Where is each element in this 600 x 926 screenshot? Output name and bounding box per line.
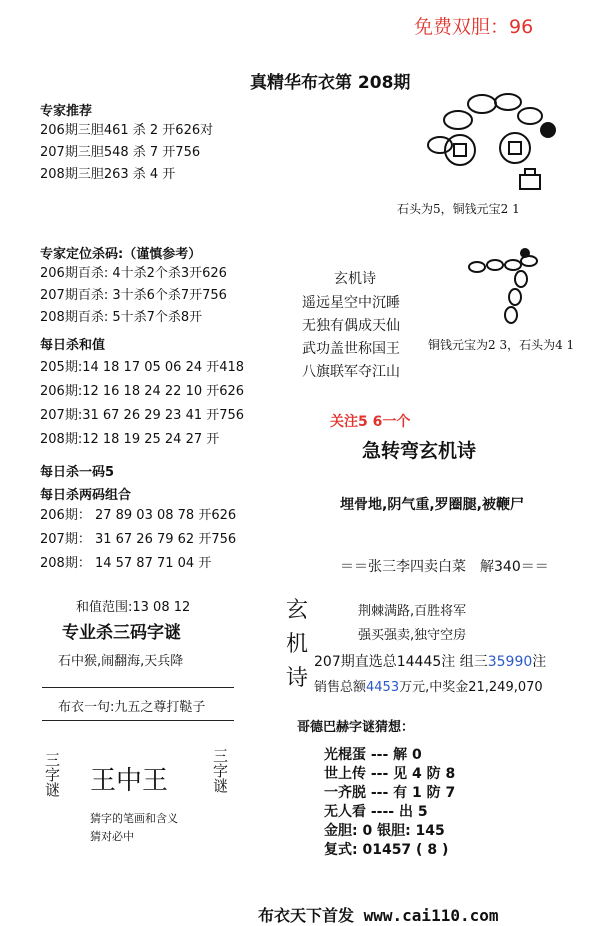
list-item: 206期三胆461 杀 2 开626对 (40, 123, 214, 138)
list-item: 世上传 --- 见 4 防 8 (324, 766, 456, 782)
buyi-sentence: 布衣一句:九五之尊打鞑子 (58, 700, 206, 715)
turn-poem-text: 埋骨地,阴气重,罗圈腿,被鞭尸 (340, 497, 524, 513)
divider (42, 720, 234, 721)
footer-site: 布衣天下首发 www.cai110.com (258, 906, 499, 925)
page-title: 真精华布衣第 208期 (250, 73, 411, 93)
expert-heading: 专家推荐 (40, 104, 93, 119)
goldbach-heading: 哥德巴赫字谜猜想： (297, 720, 415, 735)
list-item: 207期百杀: 3十杀6个杀7开756 (40, 288, 227, 303)
list-item: 无人看 ---- 出 5 (324, 804, 428, 820)
list-item: 206期： 27 89 03 08 78 开626 (40, 508, 237, 523)
ingot-seven-illustration (465, 245, 585, 335)
poem-line: 武功盖世称国王 (302, 341, 400, 357)
riddle-note-1: 猜字的笔画和含义 (90, 812, 178, 825)
list-item: 荆棘满路,百胜将军 (358, 604, 467, 619)
coin-necklace-illustration (420, 90, 570, 200)
xuanji-vertical-label: 玄 机 诗 (286, 598, 309, 691)
riddle-left-label: 三字谜 (43, 752, 61, 797)
turn-poem-title: 急转弯玄机诗 (362, 440, 477, 462)
list-item: 强买强卖,独守空房 (358, 628, 467, 643)
xuanji-poem-heading: 玄机诗 (334, 271, 376, 287)
xuanji-lines (358, 600, 466, 648)
stats-line-1: 207期直选总14445注 组三35990注 (314, 654, 547, 670)
list-item: 208期百杀: 5十杀7个杀8开 (40, 310, 203, 325)
daily-kill-two-list (40, 504, 236, 576)
sum-range: 和值范围:13 08 12 (76, 600, 191, 615)
list-item: 金胆: 0 银胆: 145 (324, 823, 445, 839)
poem-line: 无独有偶成天仙 (302, 318, 400, 334)
list-item: 208期三胆263 杀 4 开 (40, 167, 176, 182)
riddle-answer: 王中王 (90, 766, 169, 796)
expert-list (40, 120, 213, 186)
riddle-note-2: 猜对必中 (90, 830, 134, 843)
poem-line: 遥远星空中沉睡 (302, 295, 400, 311)
daily-sum-heading: 每日杀和值 (40, 338, 106, 353)
list-item: 207期： 31 67 26 79 62 开756 (40, 532, 237, 547)
goldbach-list (324, 746, 455, 860)
position-kill-list (40, 263, 227, 329)
poem-line: 八旗联军夺江山 (302, 364, 400, 380)
pro-kill-title: 专业杀三码字谜 (62, 623, 181, 643)
illustration-caption-mid: 铜钱元宝为2 3，石头为4 1 (428, 338, 575, 352)
list-item: 206期:12 16 18 24 22 10 开626 (40, 384, 245, 399)
list-item: 一齐脱 --- 有 1 防 7 (324, 785, 456, 801)
list-item: 208期:12 18 19 25 24 27 开 (40, 432, 220, 447)
position-kill-heading: 专家定位杀码:（谨慎参考） (40, 247, 202, 262)
pro-kill-text: 石中猴,闹翻海,天兵降 (58, 654, 184, 669)
divider (42, 687, 234, 688)
list-item: 206期百杀: 4十杀2个杀3开626 (40, 266, 227, 281)
daily-kill-two-heading: 每日杀两码组合 (40, 488, 132, 503)
zhangsan-line: ＝＝张三李四卖白菜 解340＝＝ (340, 559, 549, 575)
list-item: 复式: 01457 ( 8 ) (324, 842, 449, 858)
illustration-caption-top: 石头为5，铜钱元宝2 1 (397, 202, 520, 216)
list-item: 207期:31 67 26 29 23 41 开756 (40, 408, 245, 423)
riddle-right-label: 三字谜 (211, 748, 229, 793)
daily-sum-list (40, 356, 244, 452)
list-item: 208期： 14 57 87 71 04 开 (40, 556, 212, 571)
daily-kill-one: 每日杀一码5 (40, 465, 115, 480)
xuanji-poem (302, 292, 400, 384)
list-item: 光棍蛋 --- 解 0 (324, 747, 422, 763)
stats-line-2: 销售总额4453万元,中奖金21,249,070 (314, 680, 543, 695)
focus-line: 关注5 6一个 (330, 414, 411, 430)
list-item: 207期三胆548 杀 7 开756 (40, 145, 201, 160)
free-double-badge: 免费双胆：96 (414, 16, 534, 38)
list-item: 205期:14 18 17 05 06 24 开418 (40, 360, 245, 375)
